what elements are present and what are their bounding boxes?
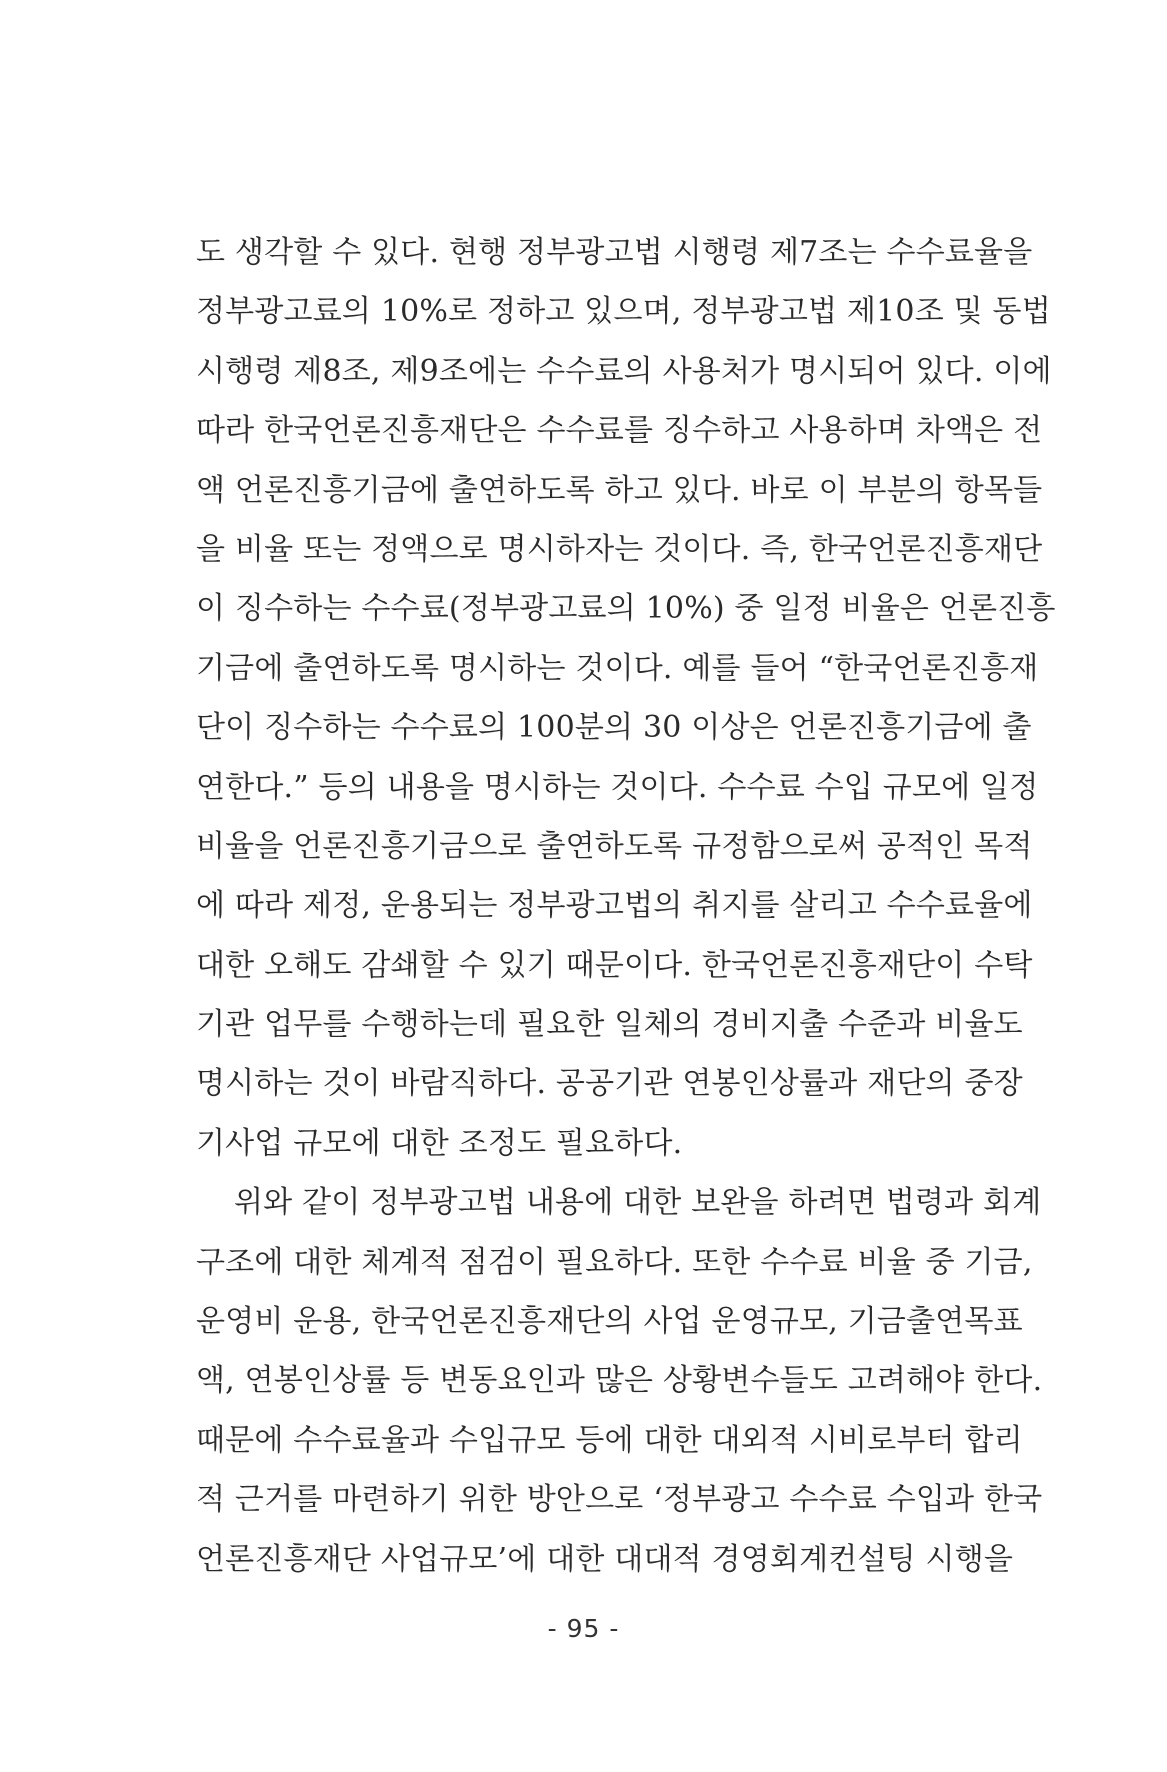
text-line: 에 따라 제정, 운용되는 정부광고법의 취지를 살리고 수수료율에 bbox=[196, 888, 1033, 924]
text-line: 명시하는 것이 바람직하다. 공공기관 연봉인상률과 재단의 중장 bbox=[196, 1066, 1023, 1102]
text-line: 도 생각할 수 있다. 현행 정부광고법 시행령 제7조는 수수료율을 bbox=[196, 235, 1033, 270]
text-line: 이 징수하는 수수료(정부광고료의 10%) 중 일정 비율은 언론진흥 bbox=[196, 591, 1056, 627]
text-line: 을 비율 또는 정액으로 명시하자는 것이다. 즉, 한국언론진흥재단 bbox=[196, 531, 1043, 567]
text-line: 언론진흥재단 사업규모’에 대한 대대적 경영회계컨설팅 시행을 bbox=[196, 1541, 1014, 1577]
text-line: 시행령 제8조, 제9조에는 수수료의 사용처가 명시되어 있다. 이에 bbox=[196, 353, 1052, 389]
text-line: 비율을 언론진흥기금으로 출연하도록 규정함으로써 공적인 목적 bbox=[196, 828, 1033, 864]
body-text bbox=[196, 223, 1056, 1589]
text-line: 기금에 출연하도록 명시하는 것이다. 예를 들어 “한국언론진흥재 bbox=[196, 650, 1039, 686]
text-line: 운영비 운용, 한국언론진흥재단의 사업 운영규모, 기금출연목표 bbox=[196, 1304, 1023, 1340]
text-line: 액 언론진흥기금에 출연하도록 하고 있다. 바로 이 부분의 항목들 bbox=[196, 472, 1043, 508]
text-line: 기사업 규모에 대한 조정도 필요하다. bbox=[196, 1125, 683, 1161]
text-line: 액, 연봉인상률 등 변동요인과 많은 상황변수들도 고려해야 한다. bbox=[196, 1363, 1043, 1399]
text-line: 때문에 수수료율과 수입규모 등에 대한 대외적 시비로부터 합리 bbox=[196, 1422, 1023, 1458]
text-line: 대한 오해도 감쇄할 수 있기 때문이다. 한국언론진흥재단이 수탁 bbox=[196, 947, 1033, 983]
text-line: 정부광고료의 10%로 정하고 있으며, 정부광고법 제10조 및 동법 bbox=[196, 294, 1051, 330]
text-line: 구조에 대한 체계적 점검이 필요하다. 또한 수수료 비율 중 기금, bbox=[196, 1244, 1033, 1280]
text-line: 적 근거를 마련하기 위한 방안으로 ‘정부광고 수수료 수입과 한국 bbox=[196, 1482, 1043, 1518]
text-line: 단이 징수하는 수수료의 100분의 30 이상은 언론진흥기금에 출 bbox=[196, 710, 1032, 746]
text-line: 기관 업무를 수행하는데 필요한 일체의 경비지출 수준과 비율도 bbox=[196, 1007, 1023, 1043]
page-number: - 95 - bbox=[547, 1614, 620, 1643]
text-line: 연한다.” 등의 내용을 명시하는 것이다. 수수료 수입 규모에 일정 bbox=[196, 769, 1039, 805]
text-line: 위와 같이 정부광고법 내용에 대한 보완을 하려면 법령과 회계 bbox=[234, 1185, 1042, 1221]
text-line: 따라 한국언론진흥재단은 수수료를 징수하고 사용하며 차액은 전 bbox=[196, 413, 1043, 449]
